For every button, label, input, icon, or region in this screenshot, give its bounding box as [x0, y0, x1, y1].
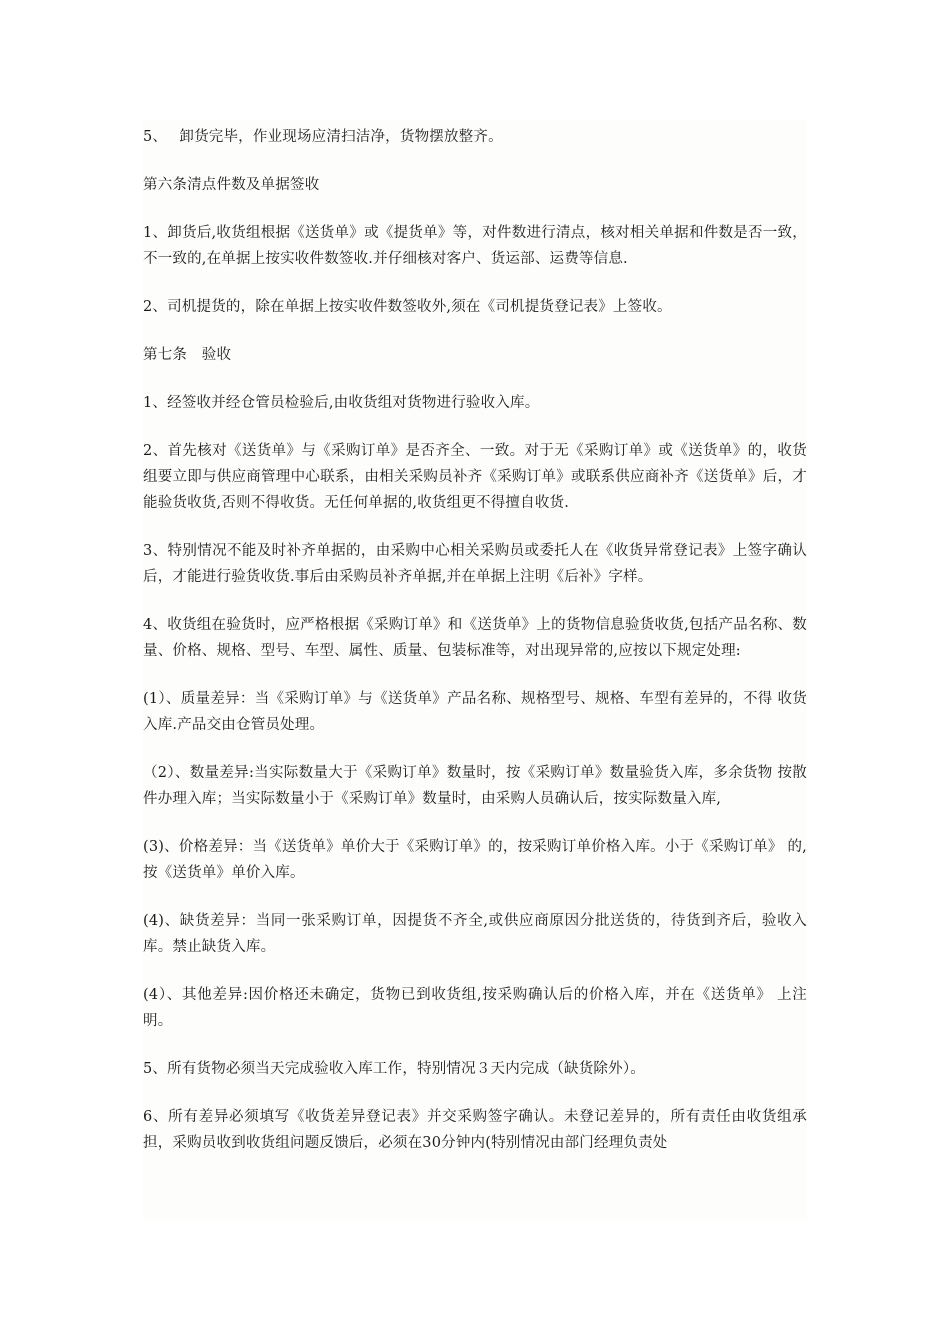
document-page	[143, 120, 807, 1220]
article-7-item-3: 3、特别情况不能及时补齐单据的，由采购中心相关采购员或委托人在《收货异常登记表》上签字确认后，才能进行验货收货.事后由采购员补齐单据,并在单据上注明《后补》字样。	[143, 543, 807, 585]
article-6-heading: 第六条清点件数及单据签收	[143, 177, 320, 193]
article-6-item-1: 1、卸货后,收货组根据《送货单》或《提货单》等，对件数进行清点，核对相关单据和件数是否一致，不一致的,在单据上按实收件数签收.并仔细核对客户、货运部、运费等信息.	[143, 225, 807, 267]
shortage-difference: (4)、缺货差异：当同一张采购订单，因提货不齐全,或供应商原因分批送货的，待货到齐后，验收入库。禁止缺货入库。	[143, 913, 807, 955]
article-6-item-2: 2、司机提货的，除在单据上按实收件数签收外,须在《司机提货登记表》上签收。	[143, 299, 672, 315]
article-7-item-1: 1、经签收并经仓管员检验后,由收货组对货物进行验收入库。	[143, 395, 540, 411]
article-7-item-5: 5、所有货物必须当天完成验收入库工作，特别情况３天内完成（缺货除外）。	[143, 1061, 645, 1077]
quality-difference: (1）、质量差异：当《采购订单》与《送货单》产品名称、规格型号、规格、车型有差异的，不得 收货入库.产品交由仓管员处理。	[143, 691, 807, 733]
other-difference: (4）、其他差异:因价格还未确定，货物已到收货组,按采购确认后的价格入库，并在《送货单》 上注明。	[143, 987, 807, 1029]
article-7-heading: 第七条 验收	[143, 347, 232, 363]
article-7-item-2: 2、首先核对《送货单》与《采购订单》是否齐全、一致。对于无《采购订单》或《送货单》的，收货组要立即与供应商管理中心联系，由相关采购员补齐《采购订单》或联系供应商补齐《送货单》后，才能验货收货,否则不得收货。无任何单据的,收货组更不得擅自收货.	[143, 443, 807, 511]
article-7-item-6: 6、所有差异必须填写《收货差异登记表》并交采购签字确认。未登记差异的，所有责任由收货组承担，采购员收到收货组问题反馈后，必须在30分钟内(特别情况由部门经理负责处	[143, 1109, 807, 1151]
article-7-item-4: 4、收货组在验货时，应严格根据《采购订单》和《送货单》上的货物信息验货收货,包括产品名称、数量、价格、规格、型号、车型、属性、质量、包装标准等，对出现异常的,应按以下规定处理:	[143, 617, 807, 659]
price-difference: (3)、价格差异：当《送货单》单价大于《采购订单》的，按采购订单价格入库。小于《采购订单》 的,按《送货单》单价入库。	[143, 839, 807, 881]
item-5-unloading-complete: 5、 卸货完毕，作业现场应清扫洁净，货物摆放整齐。	[143, 129, 503, 145]
quantity-difference: （2）、数量差异:当实际数量大于《采购订单》数量时，按《采购订单》数量验货入库，多余货物 按散件办理入库；当实际数量小于《采购订单》数量时，由采购人员确认后，按实际数量入库,	[143, 765, 807, 807]
